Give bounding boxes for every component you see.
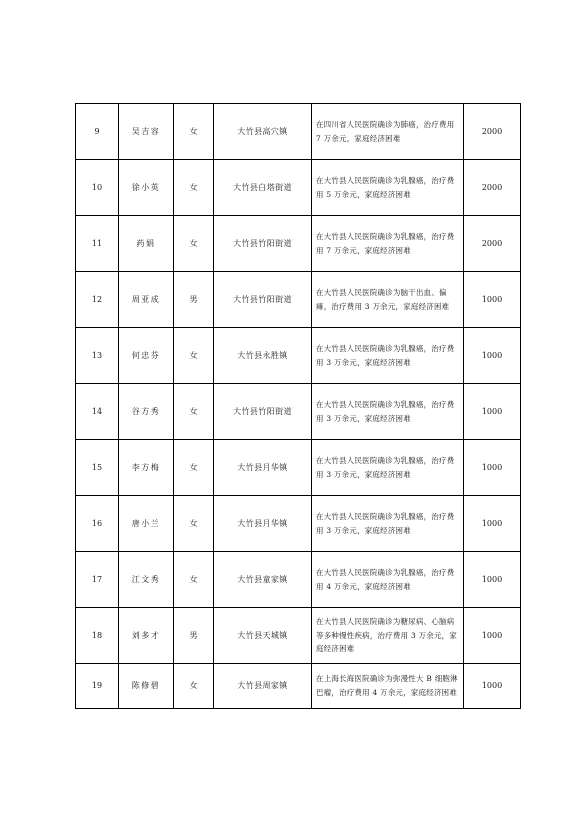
- row-number-cell: 18: [76, 608, 119, 664]
- name-cell: 江文秀: [119, 552, 174, 608]
- name-cell: 何忠芬: [119, 328, 174, 384]
- amount-cell: 2000: [464, 160, 521, 216]
- gender-cell: 女: [174, 384, 214, 440]
- amount-cell: 1000: [464, 440, 521, 496]
- name-cell: 刘多才: [119, 608, 174, 664]
- table-row: [76, 664, 521, 709]
- row-number-cell: 19: [76, 664, 119, 709]
- description-cell: 在大竹县人民医院确诊为脑干出血、偏瘫，治疗费用 3 万余元，家庭经济困难: [312, 272, 464, 328]
- row-number-cell: 10: [76, 160, 119, 216]
- table-row: [76, 608, 521, 664]
- location-cell: 大竹县永胜镇: [214, 328, 312, 384]
- table-row: [76, 104, 521, 160]
- description-cell: 在大竹县人民医院确诊为糖尿病、心脑病等多种慢性疾病，治疗费用 3 万余元，家庭经济困难: [312, 608, 464, 664]
- description-cell: 在大竹县人民医院确诊为乳腺癌，治疗费用 5 万余元，家庭经济困难: [312, 160, 464, 216]
- amount-cell: 1000: [464, 496, 521, 552]
- name-cell: 谷方秀: [119, 384, 174, 440]
- gender-cell: 男: [174, 272, 214, 328]
- table-row: [76, 216, 521, 272]
- location-cell: 大竹县竹阳街道: [214, 384, 312, 440]
- gender-cell: 女: [174, 552, 214, 608]
- location-cell: 大竹县周家镇: [214, 664, 312, 709]
- row-number-cell: 11: [76, 216, 119, 272]
- location-cell: 大竹县天城镇: [214, 608, 312, 664]
- location-cell: 大竹县月华镇: [214, 440, 312, 496]
- row-number-cell: 12: [76, 272, 119, 328]
- gender-cell: 女: [174, 328, 214, 384]
- amount-cell: 1000: [464, 384, 521, 440]
- name-cell: 唐小兰: [119, 496, 174, 552]
- row-number-cell: 17: [76, 552, 119, 608]
- gender-cell: 女: [174, 160, 214, 216]
- name-cell: 陈修碧: [119, 664, 174, 709]
- location-cell: 大竹县高穴镇: [214, 104, 312, 160]
- location-cell: 大竹县竹阳街道: [214, 216, 312, 272]
- description-cell: 在大竹县人民医院确诊为乳腺癌，治疗费用 7 万余元，家庭经济困难: [312, 216, 464, 272]
- location-cell: 大竹县月华镇: [214, 496, 312, 552]
- table-body: [76, 104, 521, 709]
- amount-cell: 1000: [464, 664, 521, 709]
- table-row: [76, 552, 521, 608]
- description-cell: 在大竹县人民医院确诊为乳腺癌，治疗费用 4 万余元，家庭经济困难: [312, 552, 464, 608]
- table-row: [76, 496, 521, 552]
- amount-cell: 1000: [464, 272, 521, 328]
- description-cell: 在大竹县人民医院确诊为乳腺癌，治疗费用 3 万余元，家庭经济困难: [312, 384, 464, 440]
- gender-cell: 男: [174, 608, 214, 664]
- row-number-cell: 9: [76, 104, 119, 160]
- amount-cell: 2000: [464, 216, 521, 272]
- location-cell: 大竹县童家镇: [214, 552, 312, 608]
- name-cell: 李方梅: [119, 440, 174, 496]
- row-number-cell: 14: [76, 384, 119, 440]
- location-cell: 大竹县竹阳街道: [214, 272, 312, 328]
- gender-cell: 女: [174, 496, 214, 552]
- description-cell: 在四川省人民医院确诊为肺癌，治疗费用 7 万余元，家庭经济困难: [312, 104, 464, 160]
- name-cell: 徐小英: [119, 160, 174, 216]
- row-number-cell: 16: [76, 496, 119, 552]
- table-row: [76, 440, 521, 496]
- name-cell: 药娟: [119, 216, 174, 272]
- description-cell: 在大竹县人民医院确诊为乳腺癌，治疗费用 3 万余元，家庭经济困难: [312, 440, 464, 496]
- table-row: [76, 384, 521, 440]
- gender-cell: 女: [174, 440, 214, 496]
- table-row: [76, 272, 521, 328]
- description-cell: 在大竹县人民医院确诊为乳腺癌，治疗费用 3 万余元，家庭经济困难: [312, 496, 464, 552]
- amount-cell: 1000: [464, 328, 521, 384]
- gender-cell: 女: [174, 664, 214, 709]
- table-row: [76, 328, 521, 384]
- gender-cell: 女: [174, 104, 214, 160]
- description-cell: 在上海长海医院确诊为弥漫性大 B 细胞淋巴瘤，治疗费用 4 万余元，家庭经济困难: [312, 664, 464, 709]
- row-number-cell: 15: [76, 440, 119, 496]
- name-cell: 周亚成: [119, 272, 174, 328]
- row-number-cell: 13: [76, 328, 119, 384]
- aid-recipients-table: [75, 103, 521, 709]
- gender-cell: 女: [174, 216, 214, 272]
- amount-cell: 1000: [464, 552, 521, 608]
- table-row: [76, 160, 521, 216]
- name-cell: 吴吉容: [119, 104, 174, 160]
- description-cell: 在大竹县人民医院确诊为乳腺癌，治疗费用 3 万余元，家庭经济困难: [312, 328, 464, 384]
- amount-cell: 2000: [464, 104, 521, 160]
- amount-cell: 1000: [464, 608, 521, 664]
- location-cell: 大竹县白塔街道: [214, 160, 312, 216]
